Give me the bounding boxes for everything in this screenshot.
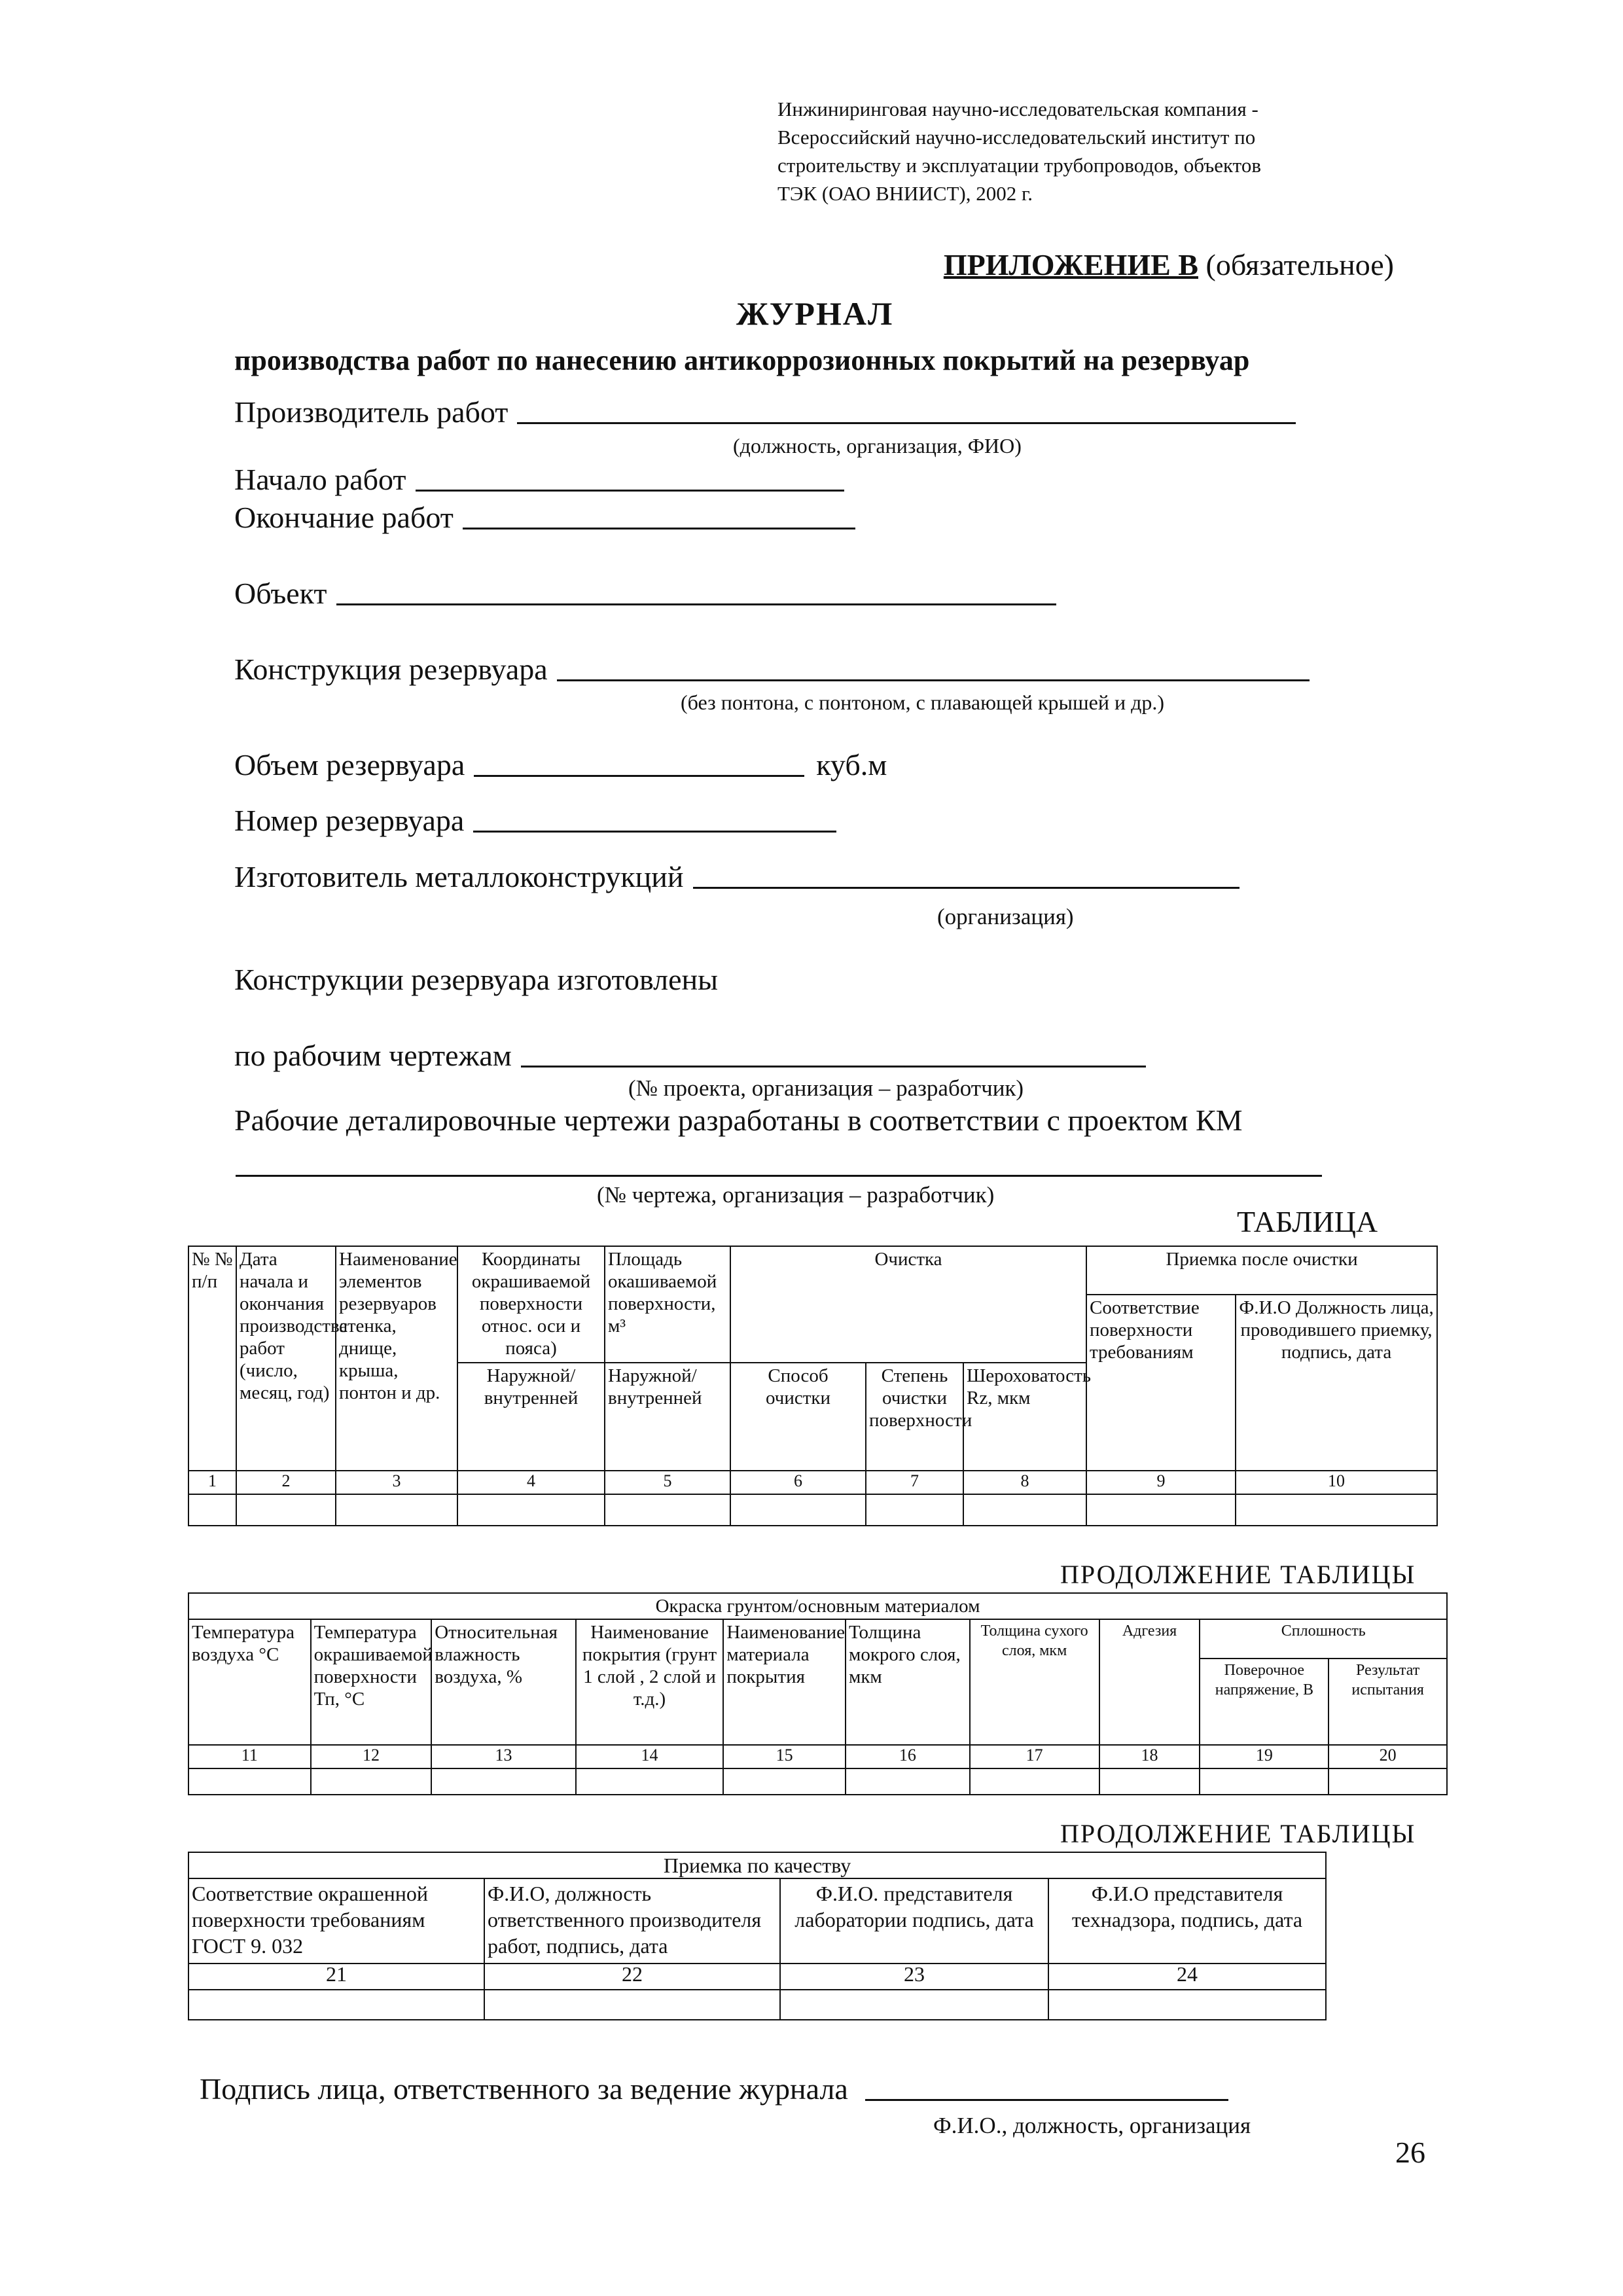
signature-field bbox=[200, 2072, 1228, 2106]
t1-h10: Ф.И.О Должность лица, проводившего приемку, подпись, дата bbox=[1236, 1295, 1437, 1471]
t1-num-1: 1 bbox=[188, 1471, 236, 1494]
t2-h20: Результат испытания bbox=[1329, 1659, 1447, 1745]
t2-h18: Адгезия bbox=[1099, 1619, 1200, 1745]
t2-h17: Толщина сухого слоя, мкм bbox=[970, 1619, 1099, 1745]
t2-num-16: 16 bbox=[846, 1745, 970, 1768]
org-line-4: ТЭК (ОАО ВНИИСТ), 2002 г. bbox=[777, 182, 1033, 205]
t1-num-10: 10 bbox=[1236, 1471, 1437, 1494]
t1-empty-row bbox=[188, 1494, 1437, 1526]
t1-acceptance: Приемка после очистки bbox=[1086, 1246, 1437, 1295]
t2-num-17: 17 bbox=[970, 1745, 1099, 1768]
t2-h19: Поверочное напряжение, В bbox=[1200, 1659, 1329, 1745]
t3-num-21: 21 bbox=[188, 1964, 484, 1990]
construction-line bbox=[557, 679, 1310, 681]
start-line bbox=[416, 489, 844, 492]
cleaning-table bbox=[188, 1246, 1438, 1526]
t1-h3: Наименование элементов резервуаров стенка, днище, крыша, понтон и др. bbox=[336, 1246, 457, 1471]
t3-empty-row bbox=[188, 1990, 1326, 2020]
t1-h9: Соответствие поверхности требованиям bbox=[1086, 1295, 1236, 1471]
t2-num-12: 12 bbox=[311, 1745, 432, 1768]
t3-h23: Ф.И.О. представителя лаборатории подпись, дата bbox=[780, 1878, 1048, 1964]
volume-line bbox=[474, 774, 804, 777]
t1-h5b: Наружной/ внутренней bbox=[605, 1363, 730, 1471]
coating-table bbox=[188, 1592, 1448, 1795]
t1-num-7: 7 bbox=[866, 1471, 963, 1494]
made-text bbox=[234, 962, 718, 997]
org-line-2: Всероссийский научно-исследовательский институт по bbox=[777, 126, 1256, 149]
t3-h21: Соответствие окрашенной поверхности требованиям ГОСТ 9. 032 bbox=[188, 1878, 484, 1964]
t2-num-13: 13 bbox=[431, 1745, 575, 1768]
quality-table bbox=[188, 1852, 1327, 2020]
end-label: Окончание работ bbox=[234, 501, 454, 534]
t2-empty-row bbox=[188, 1768, 1447, 1795]
t3-num-24: 24 bbox=[1048, 1964, 1326, 1990]
appendix-note: (обязательное) bbox=[1205, 248, 1394, 281]
table1-caption: ТАБЛИЦА bbox=[1237, 1205, 1378, 1238]
t2-num-18: 18 bbox=[1099, 1745, 1200, 1768]
journal-title: ЖУРНАЛ bbox=[736, 295, 894, 332]
appendix-heading bbox=[944, 247, 1394, 282]
construction-label: Конструкция резервуара bbox=[234, 653, 548, 686]
producer-field bbox=[234, 395, 1296, 429]
construction-note: (без понтона, с понтоном, с плавающей крышей и др.) bbox=[681, 691, 1165, 714]
t1-num-2: 2 bbox=[236, 1471, 336, 1494]
start-label: Начало работ bbox=[234, 463, 406, 496]
number-field bbox=[234, 803, 836, 838]
detail-label: Рабочие деталировочные чертежи разработаны в соответствии с проектом КМ bbox=[234, 1103, 1243, 1137]
t2-h13: Относительная влажность воздуха, % bbox=[431, 1619, 575, 1745]
manufacturer-label: Изготовитель металлоконструкций bbox=[234, 860, 684, 893]
org-line-3: строительству и эксплуатации трубопроводов, объектов bbox=[777, 154, 1261, 177]
t2-h14: Наименование покрытия (грунт 1 слой , 2 слой и т.д.) bbox=[576, 1619, 724, 1745]
t3-num-23: 23 bbox=[780, 1964, 1048, 1990]
end-field bbox=[234, 500, 855, 535]
object-field bbox=[234, 576, 1056, 611]
t1-h6: Способ очистки bbox=[730, 1363, 866, 1471]
t2-solid: Сплошность bbox=[1200, 1619, 1447, 1659]
manufacturer-line bbox=[693, 886, 1240, 889]
t1-h4a: Координаты окрашиваемой поверхности относ. оси и пояса) bbox=[457, 1246, 605, 1363]
table2-caption: ПРОДОЛЖЕНИЕ ТАБЛИЦЫ bbox=[1060, 1560, 1416, 1589]
t1-h7: Степень очистки поверхности bbox=[866, 1363, 963, 1471]
volume-unit: куб.м bbox=[816, 748, 887, 781]
t1-h4b: Наружной/ внутренней bbox=[457, 1363, 605, 1471]
t2-num-11: 11 bbox=[188, 1745, 311, 1768]
t2-num-15: 15 bbox=[723, 1745, 846, 1768]
detail-note: (№ чертежа, организация – разработчик) bbox=[597, 1182, 995, 1208]
producer-note: (должность, организация, ФИО) bbox=[733, 434, 1022, 457]
t2-num-19: 19 bbox=[1200, 1745, 1329, 1768]
volume-field bbox=[234, 747, 887, 782]
journal-subtitle: производства работ по нанесению антикоррозионных покрытий на резервуар bbox=[234, 344, 1250, 376]
t2-h11: Температура воздуха °С bbox=[188, 1619, 311, 1745]
t2-h16: Толщина мокрого слоя, мкм bbox=[846, 1619, 970, 1745]
t1-num-6: 6 bbox=[730, 1471, 866, 1494]
producer-label: Производитель работ bbox=[234, 395, 508, 429]
number-label: Номер резервуара bbox=[234, 804, 465, 837]
number-line bbox=[473, 830, 836, 833]
appendix-title: ПРИЛОЖЕНИЕ В bbox=[943, 248, 1198, 281]
t1-cleaning: Очистка bbox=[730, 1246, 1086, 1363]
t1-h8: Шероховатость Rz, мкм bbox=[963, 1363, 1086, 1471]
signature-label: Подпись лица, ответственного за ведение журнала bbox=[200, 2072, 848, 2106]
manufacturer-field bbox=[234, 859, 1240, 894]
t2-group: Окраска грунтом/основным материалом bbox=[188, 1593, 1447, 1619]
producer-line bbox=[517, 422, 1296, 424]
table3-caption: ПРОДОЛЖЕНИЕ ТАБЛИЦЫ bbox=[1060, 1819, 1416, 1848]
construction-field bbox=[234, 652, 1310, 687]
t2-num-14: 14 bbox=[576, 1745, 724, 1768]
drawings-field bbox=[234, 1038, 1146, 1073]
t1-num-8: 8 bbox=[963, 1471, 1086, 1494]
drawings-line bbox=[521, 1065, 1146, 1067]
t1-num-9: 9 bbox=[1086, 1471, 1236, 1494]
org-line-1: Инжиниринговая научно-исследовательская компания - bbox=[777, 98, 1258, 120]
detail-text bbox=[234, 1103, 1243, 1138]
drawings-label: по рабочим чертежам bbox=[234, 1039, 512, 1072]
signature-line bbox=[865, 2098, 1228, 2101]
t2-num-20: 20 bbox=[1329, 1745, 1447, 1768]
object-line bbox=[336, 603, 1056, 605]
t1-num-3: 3 bbox=[336, 1471, 457, 1494]
object-label: Объект bbox=[234, 577, 327, 610]
manufacturer-note: (организация) bbox=[937, 904, 1074, 929]
t3-num-22: 22 bbox=[484, 1964, 780, 1990]
made-label: Конструкции резервуара изготовлены bbox=[234, 963, 719, 996]
t3-h24: Ф.И.О представителя технадзора, подпись, дата bbox=[1048, 1878, 1326, 1964]
volume-label: Объем резервуара bbox=[234, 748, 465, 781]
t1-h2: Дата начала и окончания производства работ (число, месяц, год) bbox=[236, 1246, 336, 1471]
drawings-note: (№ проекта, организация – разработчик) bbox=[628, 1075, 1024, 1101]
page-number: 26 bbox=[1395, 2136, 1425, 2169]
start-field bbox=[234, 462, 844, 497]
t1-num-5: 5 bbox=[605, 1471, 730, 1494]
signature-note: Ф.И.О., должность, организация bbox=[933, 2113, 1251, 2138]
t3-h22: Ф.И.О, должность ответственного производителя работ, подпись, дата bbox=[484, 1878, 780, 1964]
t1-h5a: Площадь окашиваемой поверхности, м³ bbox=[605, 1246, 730, 1363]
t1-num-4: 4 bbox=[457, 1471, 605, 1494]
t1-h1: № № п/п bbox=[188, 1246, 236, 1471]
t3-group: Приемка по качеству bbox=[188, 1852, 1326, 1878]
organization-header bbox=[777, 95, 1432, 207]
t2-h12: Температура окрашиваемой поверхности Тп, °С bbox=[311, 1619, 432, 1745]
detail-line bbox=[236, 1175, 1322, 1177]
end-line bbox=[463, 527, 855, 529]
t2-h15: Наименование материала покрытия bbox=[723, 1619, 846, 1745]
